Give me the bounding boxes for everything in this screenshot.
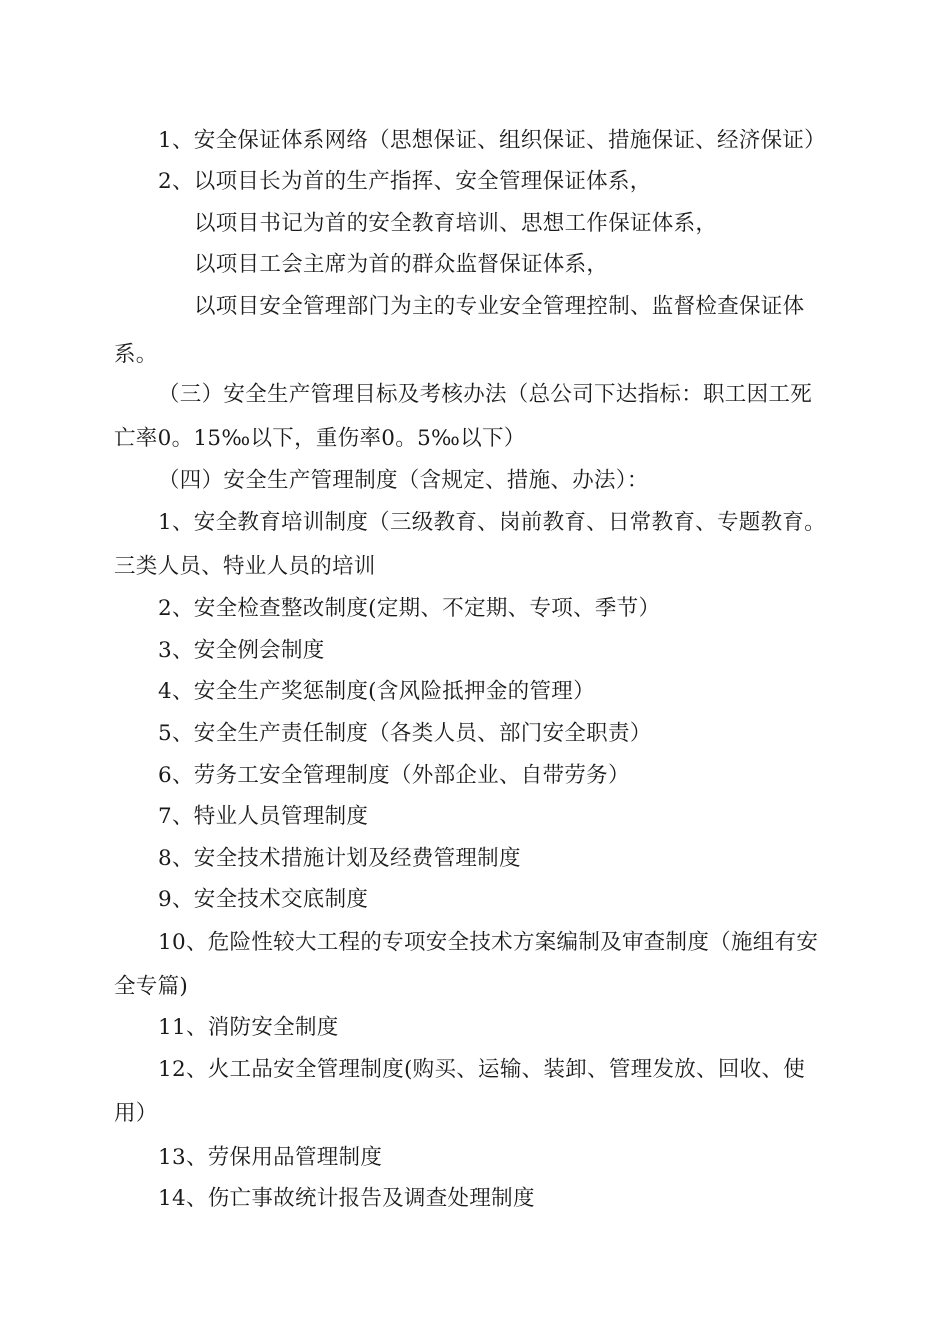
text-line: 4、安全生产奖惩制度(含风险抵押金的管理）: [158, 679, 595, 704]
text-line: 以项目书记为首的安全教育培训、思想工作保证体系，: [194, 211, 718, 236]
text-line: 系。: [114, 342, 158, 367]
text-line: 三类人员、特业人员的培训: [114, 554, 376, 579]
text-line: 用）: [114, 1101, 158, 1126]
text-line: 11、消防安全制度: [158, 1015, 339, 1040]
text-line: 8、安全技术措施计划及经费管理制度: [158, 846, 521, 871]
text-line: 6、劳务工安全管理制度（外部企业、自带劳务）: [158, 763, 630, 788]
text-line: 2、安全检查整改制度(定期、不定期、专项、季节）: [158, 596, 661, 621]
text-line: 全专篇): [114, 974, 189, 999]
text-line: 12、火工品安全管理制度(购买、运输、装卸、管理发放、回收、使: [158, 1057, 806, 1082]
text-line: 9、安全技术交底制度: [158, 887, 369, 912]
text-line: 7、特业人员管理制度: [158, 804, 369, 829]
text-line: （三）安全生产管理目标及考核办法（总公司下达指标：职工因工死: [158, 382, 813, 407]
text-line: 以项目工会主席为首的群众监督保证体系，: [194, 252, 609, 277]
text-line: 1、安全教育培训制度（三级教育、岗前教育、日常教育、专题教育。: [158, 510, 826, 535]
text-line: 2、以项目长为首的生产指挥、安全管理保证体系，: [158, 169, 652, 194]
text-line: 10、危险性较大工程的专项安全技术方案编制及审查制度（施组有安: [158, 930, 819, 955]
text-line: （四）安全生产管理制度（含规定、措施、办法）：: [158, 468, 649, 493]
text-line: 1、安全保证体系网络（思想保证、组织保证、措施保证、经济保证）: [158, 128, 826, 153]
text-line: 亡率0。15‰以下，重伤率0。5‰以下）: [114, 426, 526, 451]
text-line: 5、安全生产责任制度（各类人员、部门安全职责）: [158, 721, 652, 746]
text-line: 3、安全例会制度: [158, 638, 325, 663]
text-line: 14、伤亡事故统计报告及调查处理制度: [158, 1186, 535, 1211]
text-line: 13、劳保用品管理制度: [158, 1145, 383, 1170]
text-line: 以项目安全管理部门为主的专业安全管理控制、监督检查保证体: [194, 294, 805, 319]
